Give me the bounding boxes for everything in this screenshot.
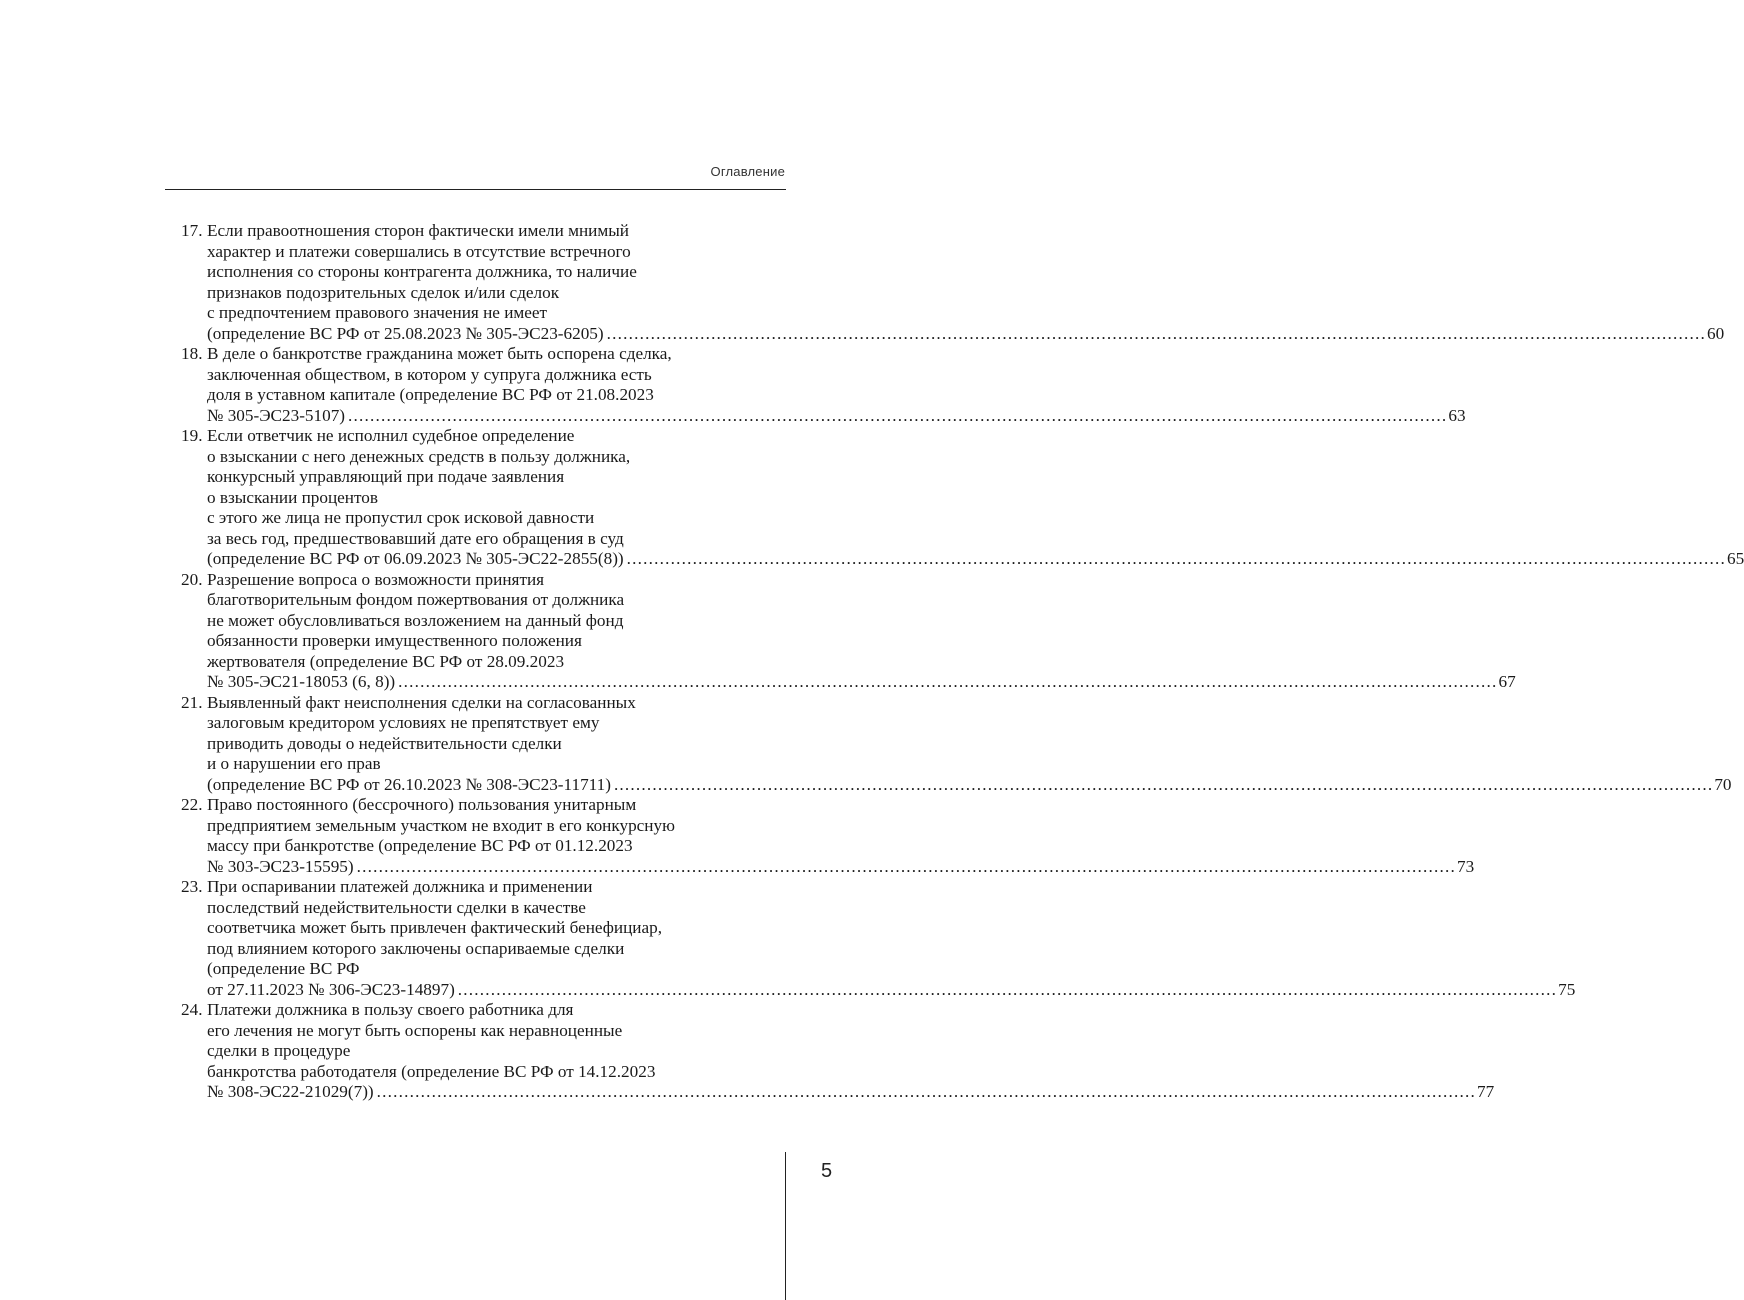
toc-entry-title-line: характер и платежи совершались в отсутствие встречного	[207, 241, 631, 261]
toc-entry-title-line: исполнения со стороны контрагента должника, то наличие	[207, 262, 637, 281]
toc-entry[interactable]	[165, 221, 1725, 344]
toc-entry-page: 73	[1457, 856, 1475, 876]
toc-entry-title-line: с этого же лица не пропустил срок исковой давности	[207, 508, 595, 527]
toc-entry-number: 24.	[181, 1000, 203, 1019]
page-number: 5	[821, 1160, 833, 1182]
toc-entry-page: 75	[1558, 979, 1576, 999]
toc-entry[interactable]	[165, 877, 1576, 1000]
dot-leader: ........................................................................................................................................................................................................	[356, 856, 1456, 876]
toc-entry-title-line: признаков подозрительных сделок и/или сделок	[207, 282, 560, 302]
toc-entry-title-line: Если правоотношения сторон фактически имели мнимый	[207, 221, 629, 240]
toc-entry-page: 77	[1477, 1082, 1495, 1101]
toc-entry-title-line: При оспаривании платежей должника и применении	[207, 877, 593, 896]
toc-entry-title-line: сделки в процедуре	[207, 1041, 351, 1060]
toc-entry-title-line: В деле о банкротстве гражданина может быть оспорена сделка,	[207, 344, 672, 363]
toc-entry-title-line: обязанности проверки имущественного положения	[207, 631, 582, 650]
toc-entry-title-line: не может обусловливаться возложением на данный фонд	[207, 610, 624, 630]
toc-entry-page: 63	[1448, 405, 1466, 425]
toc-entry-title-line: жертвователя (определение ВС РФ от 28.09.2023	[207, 651, 565, 671]
toc-entry-number: 19.	[181, 426, 203, 445]
dot-leader: ........................................................................................................................................................................................................	[398, 672, 1498, 691]
toc-entry-number: 22.	[181, 795, 203, 814]
toc-entry-title-line: за весь год, предшествовавший дате его обращения в суд	[207, 528, 624, 548]
toc-entry-title-line: соответчика может быть привлечен фактический бенефициар,	[207, 918, 663, 937]
toc-entry-title-line: доля в уставном капитале (определение ВС РФ от 21.08.2023	[207, 385, 654, 404]
toc-entry-title-line: Платежи должника в пользу своего работника для	[207, 1000, 574, 1019]
toc-entry-page: 67	[1498, 672, 1516, 691]
toc-entry-title-line: № 308-ЭС22-21029(7))	[207, 1082, 374, 1101]
toc-entry[interactable]	[165, 344, 1466, 426]
dot-leader: ........................................................................................................................................................................................................	[348, 405, 1448, 425]
dot-leader: ........................................................................................................................................................................................................	[606, 323, 1706, 343]
running-title: Оглавление	[710, 164, 785, 179]
toc-entry-title-line: благотворительным фондом пожертвования от должника	[207, 590, 625, 609]
dot-leader: ........................................................................................................................................................................................................	[626, 549, 1727, 568]
header-rule	[165, 189, 786, 190]
toc-entry-title-line: от 27.11.2023 № 306-ЭС23-14897)	[207, 979, 455, 999]
toc-entry-title-line: последствий недействительности сделки в качестве	[207, 897, 586, 917]
toc-entry-title-line: Разрешение вопроса о возможности принятия	[207, 569, 545, 589]
toc-entry-title-line: заключенная обществом, в котором у супруга должника есть	[207, 364, 652, 384]
toc-entry-title-line: с предпочтением правового значения не имеет	[207, 303, 548, 322]
toc-entry-number: 23.	[181, 877, 203, 896]
toc-entry-page: 70	[1714, 774, 1732, 794]
toc-entry-title-line: (определение ВС РФ от 26.10.2023 № 308-ЭС23-11711)	[207, 774, 611, 794]
toc-entry-title-line: залоговым кредитором условиях не препятствует ему	[207, 713, 600, 732]
toc-entry-title-line: конкурсный управляющий при подаче заявления	[207, 467, 565, 486]
toc-entry[interactable]	[165, 426, 1744, 570]
toc-entry-page: 60	[1707, 323, 1725, 343]
toc-entry-page: 65	[1727, 549, 1744, 568]
toc-entry-number: 18.	[181, 344, 203, 363]
toc-entry[interactable]	[165, 1000, 1495, 1103]
toc-entry-title-line: Право постоянного (бессрочного) пользования унитарным	[207, 795, 637, 814]
toc-entry-title-line: под влиянием которого заключены оспариваемые сделки	[207, 938, 625, 958]
toc-entry-number: 17.	[181, 221, 203, 240]
toc-entry-title-line: предприятием земельным участком не входит в его конкурсную	[207, 815, 675, 835]
toc-entry-title-line: № 305-ЭС23-5107)	[207, 405, 346, 425]
dot-leader: ........................................................................................................................................................................................................	[376, 1082, 1477, 1101]
toc-entry-title-line: № 305-ЭС21-18053 (6, 8))	[207, 672, 396, 691]
table-of-contents	[165, 221, 1744, 1103]
toc-entry[interactable]	[165, 795, 1475, 877]
toc-entry-title-line: Выявленный факт неисполнения сделки на согласованных	[207, 692, 636, 712]
toc-entry-title-line: № 303-ЭС23-15595)	[207, 856, 354, 876]
toc-entry-title-line: банкротства работодателя (определение ВС РФ от 14.12.2023	[207, 1061, 656, 1081]
dot-leader: ........................................................................................................................................................................................................	[457, 979, 1558, 999]
toc-entry-number: 20.	[181, 569, 203, 589]
dot-leader: ........................................................................................................................................................................................................	[613, 774, 1714, 794]
toc-entry-title-line: (определение ВС РФ от 06.09.2023 № 305-ЭС22-2855(8))	[207, 549, 624, 568]
toc-entry-number: 21.	[181, 692, 203, 712]
toc-entry-title-line: его лечения не могут быть оспорены как неравноценные	[207, 1020, 623, 1040]
toc-entry[interactable]	[165, 692, 1732, 796]
toc-entry-title-line: о взыскании с него денежных средств в пользу должника,	[207, 446, 631, 466]
toc-entry-title-line: массу при банкротстве (определение ВС РФ от 01.12.2023	[207, 836, 633, 855]
toc-entry-title-line: о взыскании процентов	[207, 487, 378, 507]
toc-entry-title-line: (определение ВС РФ от 25.08.2023 № 305-ЭС23-6205)	[207, 323, 604, 343]
toc-entry-title-line: (определение ВС РФ	[207, 959, 360, 978]
toc-entry-title-line: приводить доводы о недействительности сделки	[207, 733, 562, 753]
toc-entry-title-line: Если ответчик не исполнил судебное определение	[207, 426, 575, 445]
toc-entry-title-line: и о нарушении его прав	[207, 754, 381, 773]
page-number-rule	[785, 1152, 786, 1300]
toc-entry[interactable]	[165, 569, 1516, 693]
